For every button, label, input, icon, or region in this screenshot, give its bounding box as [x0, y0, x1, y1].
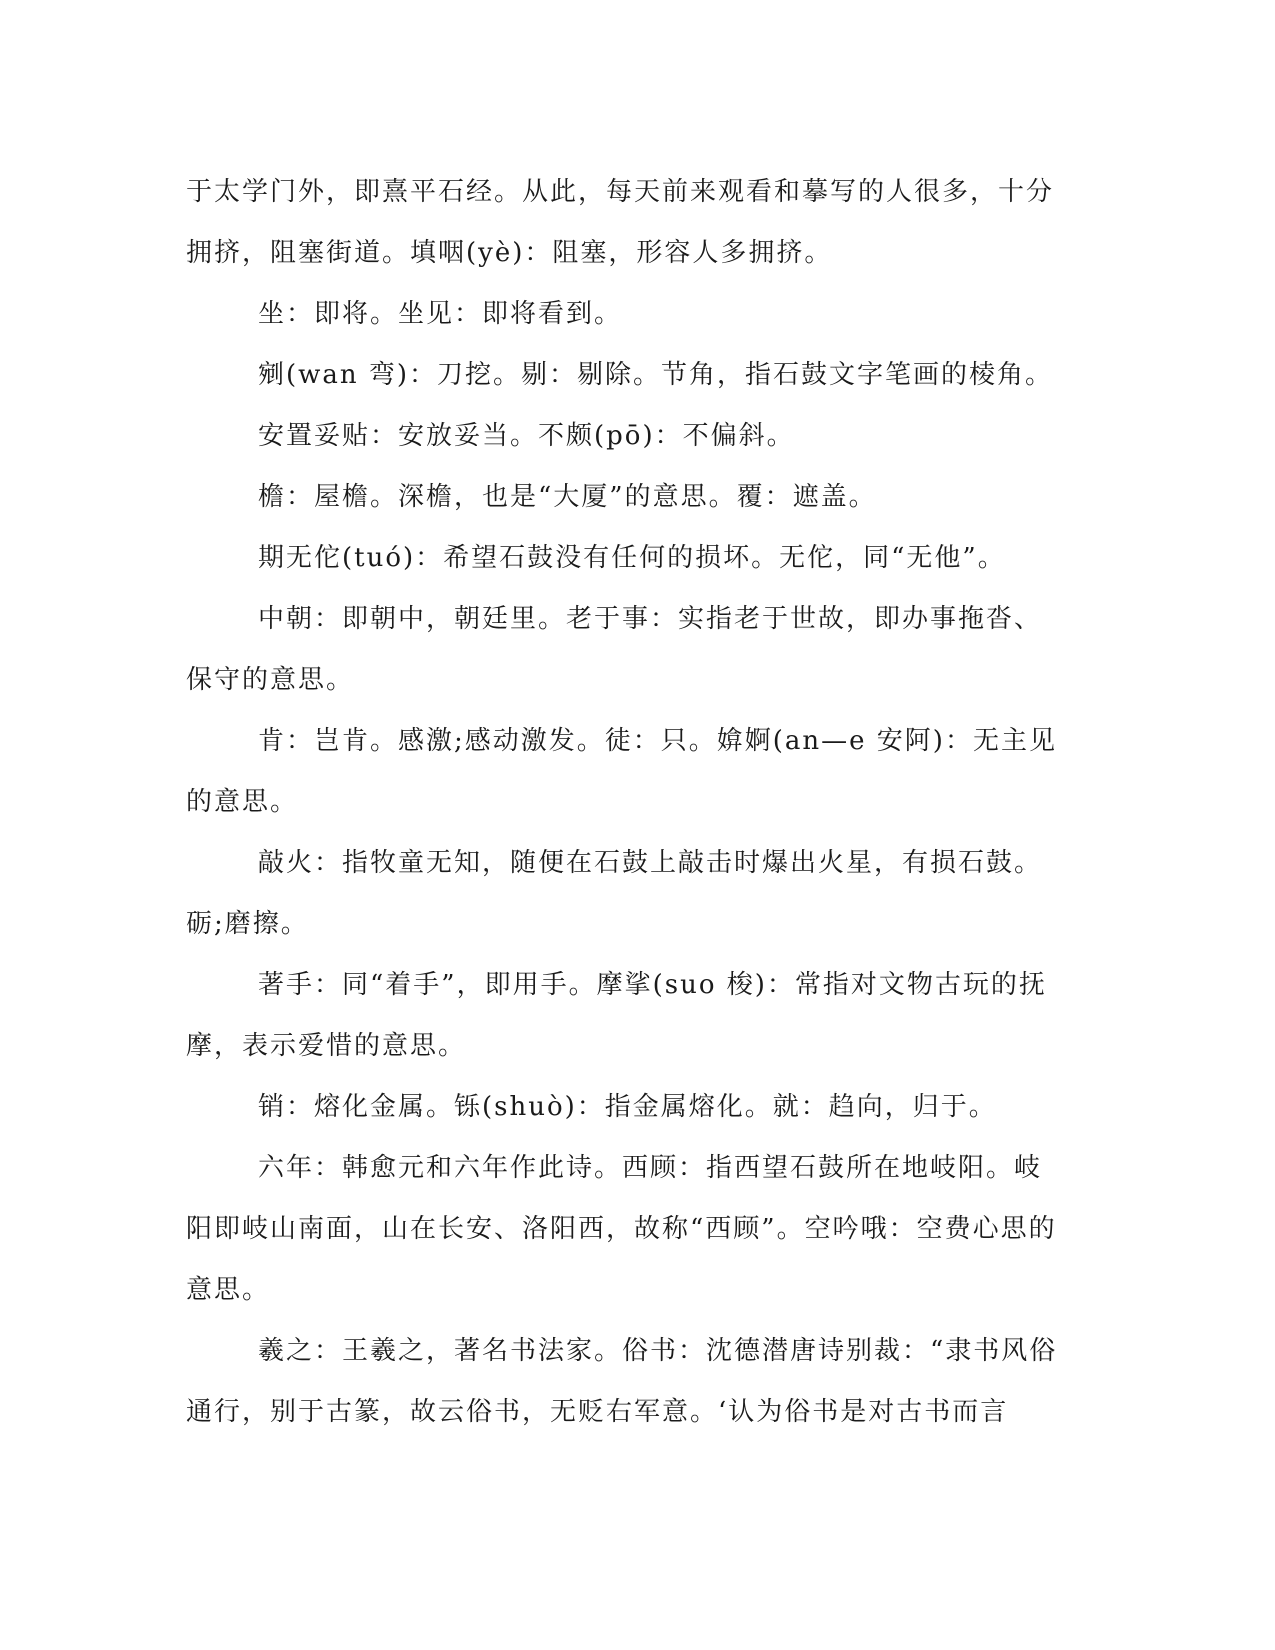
paragraph-qiwutuo: 期无佗(tuó)：希望石鼓没有任何的损坏。无佗，同“无他”。 — [258, 543, 1006, 573]
paragraph-liunian: 六年：韩愈元和六年作此诗。西顾：指西望石鼓所在地岐阳。岐阳即岐山南面，山在长安、洛阳西，故称“西顾”。空吟哦：空费心思的意思。 — [186, 1153, 1057, 1305]
paragraph-anzhi: 安置妥贴：安放妥当。不颇(pō)：不偏斜。 — [258, 421, 795, 451]
paragraph-zhongchao: 中朝：即朝中，朝廷里。老于事：实指老于世故，即办事拖沓、保守的意思。 — [186, 604, 1043, 695]
document-body — [186, 162, 1066, 1443]
paragraph-yan: 檐：屋檐。深檐，也是“大厦”的意思。覆：遮盖。 — [258, 482, 877, 512]
paragraph-continuation: 于太学门外，即熹平石经。从此，每天前来观看和摹写的人很多，十分拥挤，阻塞街道。填咽(yè)：阻塞，形容人多拥挤。 — [186, 177, 1055, 268]
paragraph-qiaohuo: 敲火：指牧童无知，随便在石鼓上敲击时爆出火星，有损石鼓。砺;磨擦。 — [186, 848, 1043, 939]
paragraph-xiao: 销：熔化金属。铄(shuò)：指金属熔化。就：趋向，归于。 — [258, 1092, 997, 1122]
paragraph-wan: 剜(wan 弯)：刀挖。剔：剔除。节角，指石鼓文字笔画的棱角。 — [258, 360, 1054, 390]
paragraph-zhushou: 著手：同“着手”，即用手。摩挲(suo 梭)：常指对文物古玩的抚摩，表示爱惜的意思。 — [186, 970, 1047, 1061]
paragraph-ken: 肯：岂肯。感激;感动激发。徒：只。媕婀(an—e 安阿)：无主见的意思。 — [186, 726, 1057, 817]
paragraph-zuo: 坐：即将。坐见：即将看到。 — [258, 299, 623, 329]
paragraph-xizhi: 羲之：王羲之，著名书法家。俗书：沈德潜唐诗别裁：“隶书风俗通行，别于古篆，故云俗书，无贬右军意。‘认为俗书是对古书而言 — [186, 1336, 1058, 1427]
